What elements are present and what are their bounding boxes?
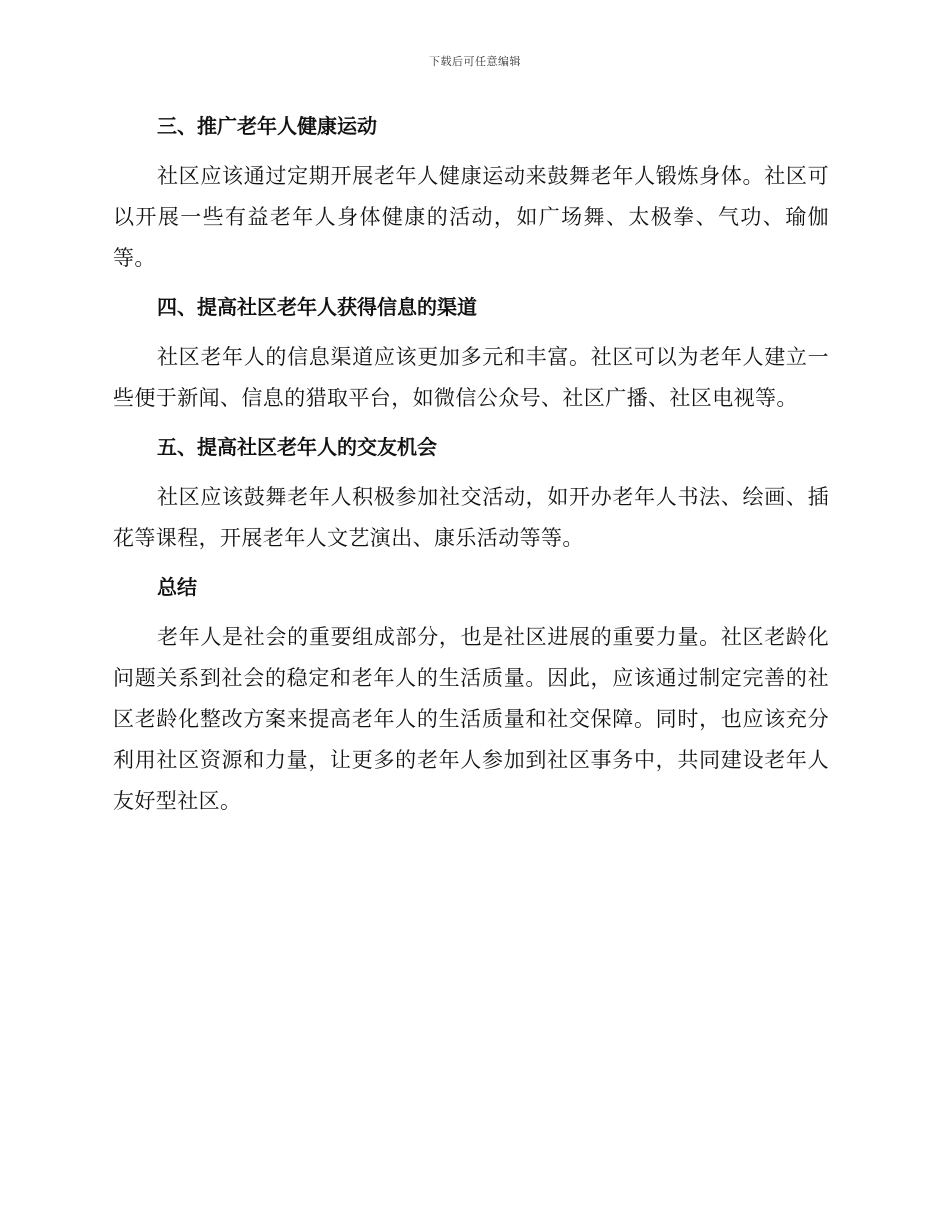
document-body <box>113 110 829 822</box>
section-paragraph: 社区应该通过定期开展老年人健康运动来鼓舞老年人锻炼身体。社区可以开展一些有益老年人身体健康的活动，如广场舞、太极拳、气功、瑜伽等。 <box>113 164 829 270</box>
section-heading: 总结 <box>157 575 197 599</box>
section-3 <box>113 110 829 291</box>
section-4 <box>113 291 829 431</box>
section-heading: 三、推广老年人健康运动 <box>157 114 377 138</box>
page-header: 下载后可任意编辑 <box>429 55 521 68</box>
section-summary <box>113 571 829 822</box>
section-heading: 五、提高社区老年人的交友机会 <box>157 435 437 459</box>
section-paragraph: 老年人是社会的重要组成部分，也是社区进展的重要力量。社区老龄化问题关系到社会的稳定和老年人的生活质量。因此，应该通过制定完善的社区老龄化整改方案来提高老年人的生活质量和社交保障。同时，也应该充分利用社区资源和力量，让更多的老年人参加到社区事务中，共同建设老年人友好型社区。 <box>113 625 829 813</box>
section-5 <box>113 431 829 571</box>
section-paragraph: 社区应该鼓舞老年人积极参加社交活动，如开办老年人书法、绘画、插花等课程，开展老年人文艺演出、康乐活动等等。 <box>113 485 829 550</box>
section-heading: 四、提高社区老年人获得信息的渠道 <box>157 295 477 319</box>
section-paragraph: 社区老年人的信息渠道应该更加多元和丰富。社区可以为老年人建立一些便于新闻、信息的猎取平台，如微信公众号、社区广播、社区电视等。 <box>113 345 829 410</box>
